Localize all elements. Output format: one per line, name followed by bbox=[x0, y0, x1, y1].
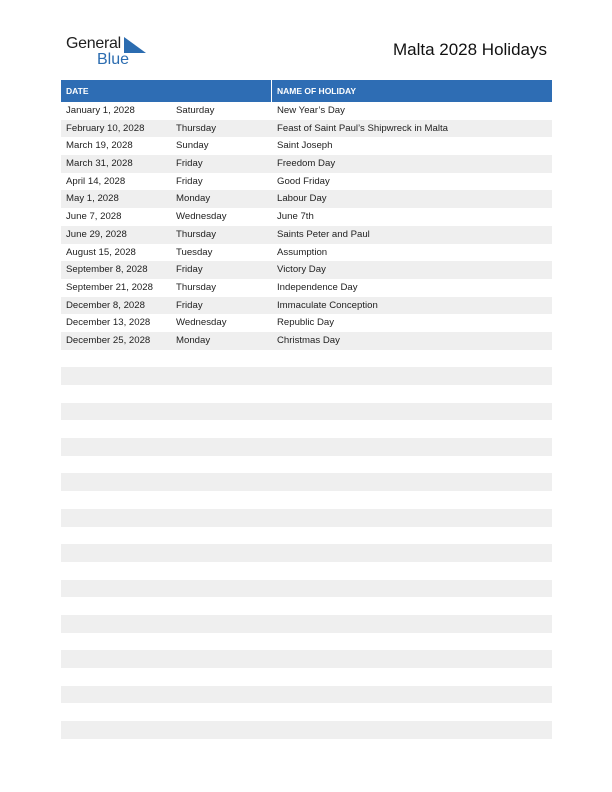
cell-holiday-name: Good Friday bbox=[277, 175, 330, 187]
cell-date: December 25, 2028 bbox=[66, 334, 151, 346]
cell-day: Thursday bbox=[176, 228, 216, 240]
header-date: DATE bbox=[66, 86, 89, 96]
cell-holiday-name: Saints Peter and Paul bbox=[277, 228, 370, 240]
table-row bbox=[61, 155, 552, 173]
table-row bbox=[61, 332, 552, 350]
header-holiday-name: NAME OF HOLIDAY bbox=[271, 80, 552, 102]
cell-date: June 29, 2028 bbox=[66, 228, 127, 240]
table-row bbox=[61, 120, 552, 138]
table-row bbox=[61, 544, 552, 562]
table-row bbox=[61, 173, 552, 191]
table-row bbox=[61, 190, 552, 208]
cell-date: March 19, 2028 bbox=[66, 140, 133, 152]
cell-day: Friday bbox=[176, 264, 203, 276]
cell-day: Friday bbox=[176, 158, 203, 170]
table-row bbox=[61, 562, 552, 580]
cell-date: May 1, 2028 bbox=[66, 193, 119, 205]
cell-date: September 8, 2028 bbox=[66, 264, 148, 276]
cell-day: Sunday bbox=[176, 140, 209, 152]
table-row bbox=[61, 703, 552, 721]
cell-day: Thursday bbox=[176, 122, 216, 134]
table-row bbox=[61, 491, 552, 509]
cell-day: Wednesday bbox=[176, 211, 227, 223]
cell-holiday-name: Feast of Saint Paul’s Shipwreck in Malta bbox=[277, 122, 448, 134]
cell-day: Friday bbox=[176, 175, 203, 187]
table-row bbox=[61, 279, 552, 297]
holiday-table bbox=[61, 80, 552, 756]
cell-date: June 7, 2028 bbox=[66, 211, 122, 223]
table-row bbox=[61, 509, 552, 527]
table-row bbox=[61, 438, 552, 456]
table-row bbox=[61, 261, 552, 279]
table-row bbox=[61, 473, 552, 491]
cell-day: Monday bbox=[176, 334, 211, 346]
table-row bbox=[61, 615, 552, 633]
table-row bbox=[61, 226, 552, 244]
table-row bbox=[61, 456, 552, 474]
table-row bbox=[61, 350, 552, 368]
table-row bbox=[61, 102, 552, 120]
cell-date: December 8, 2028 bbox=[66, 299, 145, 311]
page-title: Malta 2028 Holidays bbox=[392, 40, 547, 59]
cell-date: December 13, 2028 bbox=[66, 317, 151, 329]
table-row bbox=[61, 137, 552, 155]
table-row bbox=[61, 367, 552, 385]
logo bbox=[66, 34, 156, 70]
table-row bbox=[61, 244, 552, 262]
table-row bbox=[61, 650, 552, 668]
table-body bbox=[61, 102, 552, 756]
cell-day: Thursday bbox=[176, 281, 216, 293]
table-header bbox=[61, 80, 552, 102]
cell-holiday-name: Immaculate Conception bbox=[277, 299, 378, 311]
cell-holiday-name: New Year’s Day bbox=[277, 105, 345, 116]
cell-day: Tuesday bbox=[176, 246, 213, 258]
table-row bbox=[61, 208, 552, 226]
logo-text-blue: Blue bbox=[97, 51, 130, 68]
cell-holiday-name: Christmas Day bbox=[277, 334, 340, 346]
table-row bbox=[61, 597, 552, 615]
cell-day: Friday bbox=[176, 299, 203, 311]
cell-date: April 14, 2028 bbox=[66, 175, 126, 187]
table-row bbox=[61, 403, 552, 421]
table-row bbox=[61, 668, 552, 686]
table-row bbox=[61, 739, 552, 757]
table-row bbox=[61, 527, 552, 545]
cell-holiday-name: Labour Day bbox=[277, 193, 327, 205]
cell-day: Monday bbox=[176, 193, 211, 205]
table-row bbox=[61, 686, 552, 704]
cell-date: January 1, 2028 bbox=[66, 105, 135, 116]
table-row bbox=[61, 314, 552, 332]
cell-holiday-name: June 7th bbox=[277, 211, 314, 223]
table-row bbox=[61, 297, 552, 315]
cell-holiday-name: Independence Day bbox=[277, 281, 358, 293]
table-row bbox=[61, 420, 552, 438]
table-row bbox=[61, 385, 552, 403]
cell-day: Saturday bbox=[176, 105, 215, 116]
table-row bbox=[61, 580, 552, 598]
cell-date: March 31, 2028 bbox=[66, 158, 133, 170]
cell-holiday-name: Victory Day bbox=[277, 264, 326, 276]
cell-holiday-name: Republic Day bbox=[277, 317, 335, 329]
cell-holiday-name: Freedom Day bbox=[277, 158, 336, 170]
table-row bbox=[61, 633, 552, 651]
cell-date: February 10, 2028 bbox=[66, 122, 145, 134]
logo-text-general: General bbox=[66, 35, 121, 52]
cell-holiday-name: Saint Joseph bbox=[277, 140, 333, 152]
cell-day: Wednesday bbox=[176, 317, 227, 329]
cell-date: August 15, 2028 bbox=[66, 246, 136, 258]
cell-holiday-name: Assumption bbox=[277, 246, 328, 258]
cell-date: September 21, 2028 bbox=[66, 281, 153, 293]
table-row bbox=[61, 721, 552, 739]
